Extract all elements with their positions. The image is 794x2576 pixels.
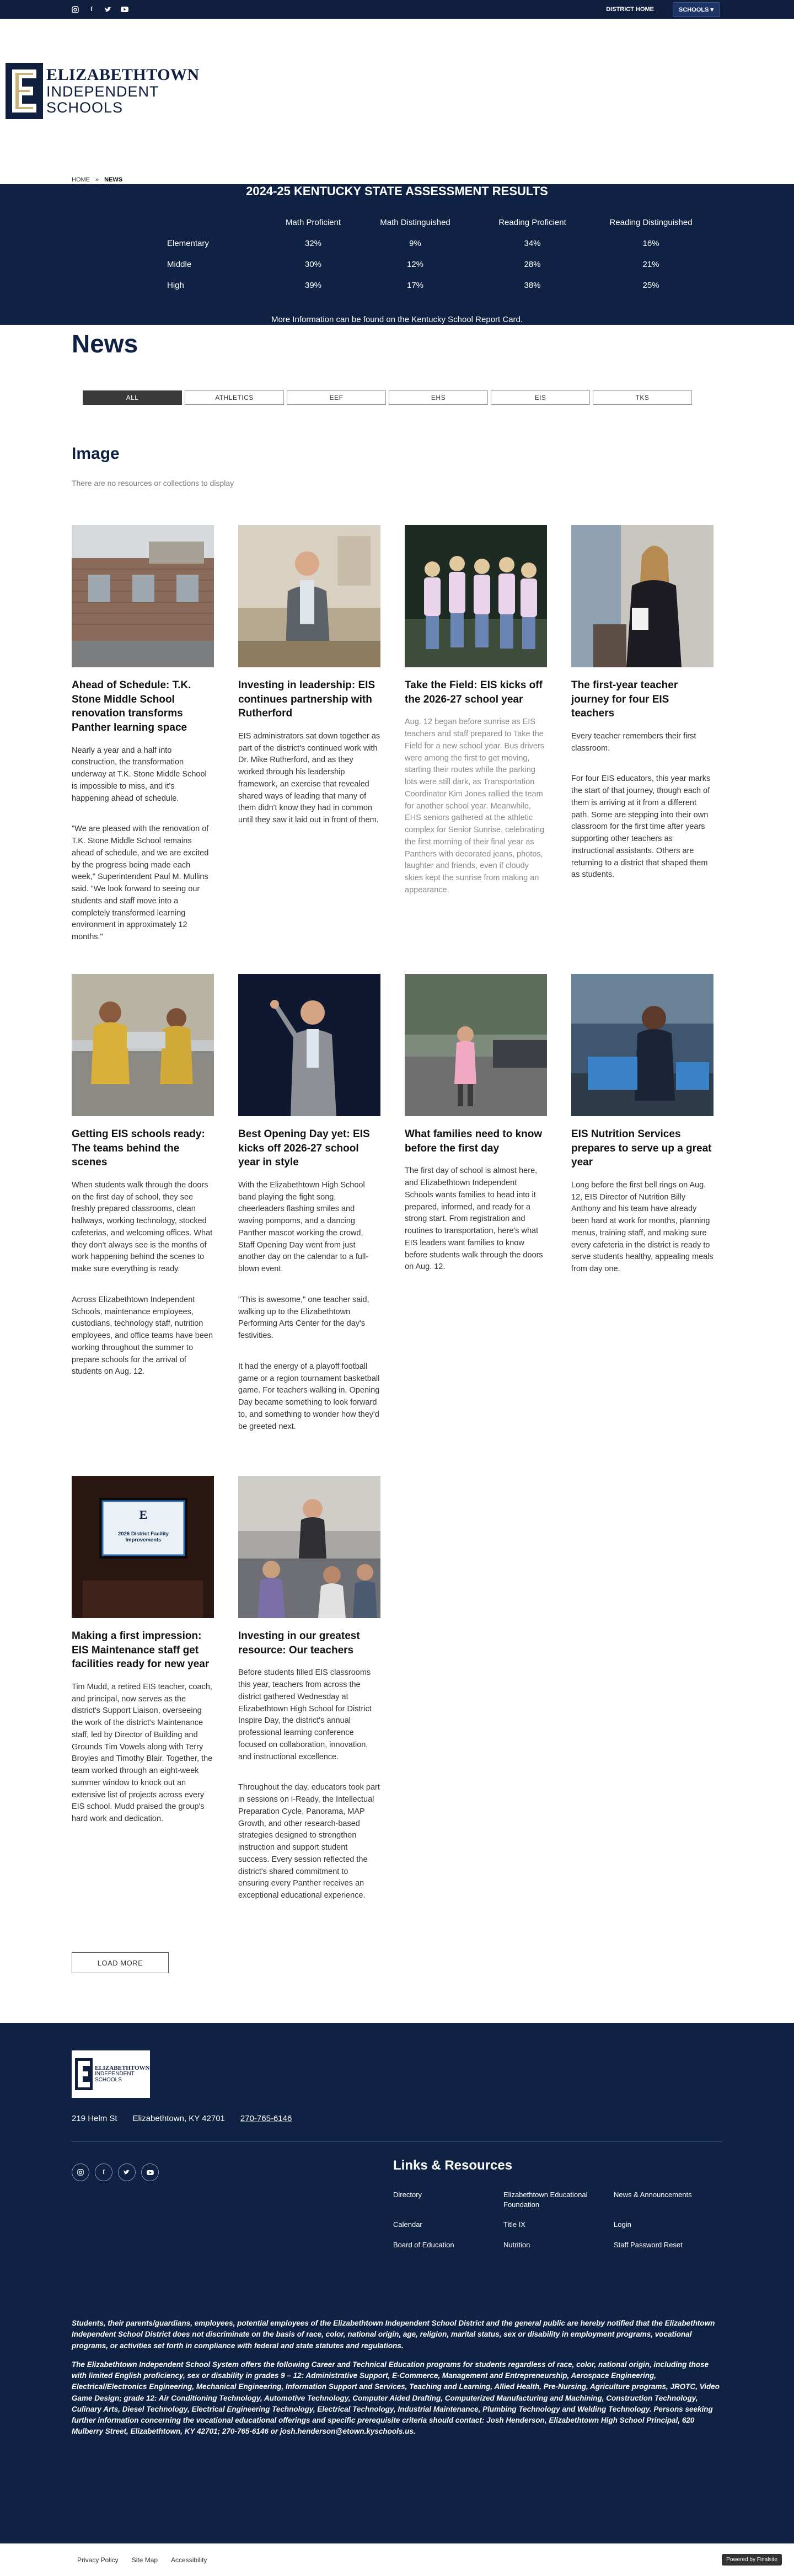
card-image[interactable] — [238, 974, 380, 1116]
footer-link-news[interactable]: News & Announcements — [614, 2191, 692, 2199]
card-excerpt: Aug. 12 began before sunrise as EIS teachers and staff prepared to Take the Field for a new school year. Bus drivers were among the first to get moving, starting their routes while the parking lots were still dark, as Transportation Coordinator Kim Jones rallied the team for another school year. Meanwhile, EHS seniors gathered at the athletic complex for Senior Sunrise, celebrating the first morning of their final year as Panthers with decorated jeans, photos, laughter and friends, even if cloudy skies kept the sunrise from making an appearance. — [405, 717, 545, 895]
news-card — [405, 974, 547, 1273]
news-card — [72, 974, 214, 1378]
table-row — [167, 254, 710, 275]
filter-eef[interactable]: EEF — [287, 390, 386, 405]
news-card — [405, 525, 547, 897]
street-address: 219 Helm St — [72, 2114, 117, 2123]
footer-logo-text — [95, 2065, 149, 2084]
card-title[interactable]: Investing in leadership: EIS continues partnership with Rutherford — [238, 679, 375, 720]
twitter-icon[interactable] — [118, 2163, 136, 2181]
card-excerpt: With the Elizabethtown High School band playing the fight song, cheerleaders flashing smiles and waving pompoms, and a dancing Panther mascot working the crowd, Staff Opening Day went from just another day on the calendar to a full-blown event. — [238, 1180, 369, 1274]
nondiscrimination-notice — [72, 2318, 722, 2438]
card-image[interactable] — [571, 974, 713, 1116]
instagram-icon[interactable] — [72, 2163, 89, 2181]
links-resources-heading: Links & Resources — [393, 2158, 513, 2173]
site-footer — [0, 2023, 794, 2543]
news-card — [571, 974, 713, 1276]
accessibility-link[interactable]: Accessibility — [171, 2556, 207, 2564]
table-cell: 32% — [304, 238, 322, 248]
card-image[interactable] — [238, 1476, 380, 1618]
card-image[interactable] — [72, 525, 214, 667]
card-title[interactable]: What families need to know before the first day — [405, 1128, 543, 1154]
instagram-icon[interactable] — [71, 5, 79, 14]
footer-link-board[interactable]: Board of Education — [393, 2240, 454, 2249]
card-title[interactable]: Investing in our greatest resource: Our teachers — [238, 1630, 360, 1656]
page-title: News — [72, 329, 138, 358]
table-cell: 34% — [524, 238, 541, 248]
table-cell: 12% — [406, 259, 424, 269]
top-social-links — [71, 5, 129, 14]
logo-e-mark — [6, 63, 43, 119]
footer-link-foundation[interactable]: Elizabethtown Educational Foundation — [503, 2191, 588, 2209]
table-cell: 28% — [524, 259, 541, 269]
footer-logo-line-1: ELIZABETHTOWN — [95, 2064, 150, 2071]
card-excerpt: Across Elizabethtown Independent Schools, maintenance employees, custodians, technology staff, nutrition employees, and office teams have been working throughout the summer to prepare schools for the arrival of students on Aug. 12. — [72, 1295, 213, 1377]
logo-line-2: INDEPENDENT — [46, 83, 159, 100]
row-label: High — [167, 280, 184, 290]
card-excerpt: Before students filled EIS classrooms this year, teachers from across the district gathered Wednesday at Elizabethtown High School for District Inspire Day, the district's annual professional learning conference focused on collaboration, innovation, and instructional excellence. — [238, 1668, 372, 1761]
logo-text — [46, 67, 200, 115]
footer-link-calendar[interactable]: Calendar — [393, 2220, 422, 2229]
logo-line-1: ELIZABETHTOWN — [46, 66, 200, 84]
assessment-header-row — [167, 212, 710, 233]
card-title[interactable]: Making a first impression: EIS Maintenance staff get facilities ready for new year — [72, 1630, 210, 1670]
phone-link[interactable]: 270-765-6146 — [240, 2114, 292, 2123]
load-more-button[interactable]: LOAD MORE — [72, 1952, 169, 1973]
card-title[interactable]: Take the Field: EIS kicks off the 2026-27 school year — [405, 679, 543, 705]
card-excerpt: Nearly a year and a half into construction, the transformation underway at T.K. Stone Middle School is impossible to miss, and it's happening ahead of schedule. — [72, 746, 207, 803]
footer-link-password-reset[interactable]: Staff Password Reset — [614, 2240, 683, 2249]
footer-links — [393, 2190, 724, 2250]
card-title[interactable]: Ahead of Schedule: T.K. Stone Middle School renovation transforms Panther learning space — [72, 679, 191, 733]
powered-by-badge[interactable]: Powered by Finalsite — [722, 2554, 782, 2566]
youtube-icon[interactable] — [120, 5, 129, 14]
card-title[interactable]: EIS Nutrition Services prepares to serve up a great year — [571, 1128, 712, 1169]
table-cell: 16% — [642, 238, 659, 248]
breadcrumb-bar — [0, 143, 794, 184]
district-home-link[interactable]: DISTRICT HOME — [606, 6, 654, 13]
table-row — [167, 275, 710, 296]
footer-divider — [72, 2141, 722, 2142]
filter-athletics[interactable]: ATHLETICS — [185, 390, 284, 405]
card-image[interactable] — [238, 525, 380, 667]
filter-eis[interactable]: EIS — [491, 390, 590, 405]
card-excerpt: Tim Mudd, a retired EIS teacher, coach, and principal, now serves as the district's Support Liaison, overseeing the work of the district's Maintenance staff, led by Director of Building and Grounds Tim Vowels along with Terry Broyles and Timothy Blair. Together, the team worked through an eight-week summer window to knock out an extensive list of projects across every EIS school. Mudd praised the group's hard work and dedication. — [72, 1682, 213, 1824]
card-image[interactable] — [405, 525, 547, 667]
top-bar — [0, 0, 794, 19]
assessment-table — [167, 212, 710, 296]
assessment-results — [0, 184, 794, 325]
privacy-policy-link[interactable]: Privacy Policy — [77, 2556, 119, 2564]
table-cell: 39% — [304, 280, 322, 290]
site-map-link[interactable]: Site Map — [131, 2556, 158, 2564]
footer-logo-line-2: INDEPENDENT — [95, 2071, 135, 2077]
breadcrumb-current: NEWS — [104, 176, 123, 183]
row-label: Middle — [167, 259, 192, 269]
disclaimer-paragraph: The Elizabethtown Independent School System offers the following Career and Technical Education programs for students regardless of race, color, national origin, including those with limited English proficiency, sex or disability in grades 9 – 12: Administrative Support, E-Commerce, Management and Entrepreneurship, Aerospace Engineering, Electrical/Electronics Engineering, Mechanical Engineering, Information Support and Services, Teaching and Learning, Allied Health, Pre-Nursing, Agriculture programs, JROTC, Video Game Design; grade 12: Air Conditioning Technology, Automotive Technology, Computer Aided Drafting, Computerized Manufacturing and Machining, Construction Technology, Culinary Arts, Diesel Technology, Electrical Engineering Technology, Electrical Technology, Industrial Maintenance, Plumbing Technology and Welding Technology. Persons seeking further information concerning the vocational educational offerings and specific prerequisite criteria should contact: Josh Henderson, Elizabethtown High School Principal, 620 Mulberry Street, Elizabethtown, KY 42701; 270-765-6146 or josh.henderson@etown.kyschools.us. — [72, 2360, 720, 2436]
card-excerpt: Long before the first bell rings on Aug. 12, EIS Director of Nutrition Billy Anthony and his team have already been hard at work for months, planning menus, training staff, and making sure every cafeteria in the district is ready to serve students healthy, appealing meals from day one. — [571, 1180, 713, 1274]
card-excerpt: For four EIS educators, this year marks the start of that journey, though each of them is arriving at it from a different path. Some are stepping into their own classroom for the first time after years supporting other teachers as instructional assistants. Others are returning to a district that shaped them as students. — [571, 774, 711, 880]
card-excerpt: When students walk through the doors on the first day of school, they see freshly prepared classrooms, clean hallways, working technology, stocked cafeterias, and welcoming offices. What they don't always see is the months of work happening behind the scenes to make sure everything is ready. — [72, 1180, 213, 1274]
twitter-icon[interactable] — [104, 5, 112, 14]
card-excerpt: "This is awesome," one teacher said, walking up to the Elizabethtown Performing Arts Center for the day's festivities. — [238, 1295, 369, 1341]
table-cell: 30% — [304, 259, 322, 269]
footer-logo[interactable] — [72, 2050, 150, 2098]
youtube-icon[interactable] — [141, 2163, 159, 2181]
slide-title: 2026 District Facility Improvements — [118, 1531, 169, 1544]
assessment-title: 2024-25 KENTUCKY STATE ASSESSMENT RESULTS — [246, 184, 548, 198]
news-card — [238, 1476, 380, 1902]
card-title[interactable]: Getting EIS schools ready: The teams behind the scenes — [72, 1128, 205, 1169]
card-excerpt: EIS administrators sat down together as part of the district's continued work with Dr. Mike Rutherford, and as they worked through his leadership framework, an exercise that revealed shared ways of leading that many of them didn't know they had in common until they saw it laid out in front of them. — [238, 731, 380, 825]
card-excerpt: Every teacher remembers their first classroom. — [571, 731, 696, 753]
bottom-bar — [0, 2543, 794, 2576]
footer-social-links — [72, 2163, 159, 2181]
report-card-link[interactable]: More Information can be found on the Kentucky School Report Card. — [271, 315, 523, 324]
card-excerpt: The first day of school is almost here, and Elizabethtown Independent Schools wants families to head into it prepared, informed, and ready for a strong start. From registration and routines to transportation, here's what EIS leaders want families to know before students walk through the doors on Aug. 12. — [405, 1166, 543, 1272]
news-card — [238, 974, 380, 1433]
breadcrumb-home[interactable]: HOME — [72, 176, 90, 183]
table-cell: 25% — [642, 280, 659, 290]
table-cell: 9% — [409, 238, 421, 248]
image-section-heading: Image — [72, 444, 120, 463]
card-image[interactable] — [72, 974, 214, 1116]
facebook-icon[interactable]: f — [90, 6, 93, 13]
row-label: Elementary — [167, 238, 209, 248]
table-cell: 21% — [642, 259, 659, 269]
card-image[interactable] — [571, 525, 713, 667]
breadcrumb — [72, 176, 122, 183]
bottom-links — [77, 2556, 207, 2564]
disclaimer-paragraph: Students, their parents/guardians, employees, potential employees of the Elizabethtown Independent School District and the general public are hereby notified that the Elizabethtown Independent School District does not discriminate on the basis of race, color, national origin, age, religion, marital status, sex or disability in employment programs, vocational programs, or activities set forth in compliance with federal and state statutes and regulations. — [72, 2319, 715, 2350]
site-header — [0, 19, 794, 143]
column-header: Reading Distinguished — [609, 217, 693, 227]
footer-link-title-ix[interactable]: Title IX — [503, 2220, 525, 2229]
table-cell: 38% — [524, 280, 541, 290]
filter-tks[interactable]: TKS — [593, 390, 692, 405]
footer-link-directory[interactable]: Directory — [393, 2191, 422, 2199]
card-image[interactable] — [405, 974, 547, 1116]
footer-logo-e-mark — [75, 2058, 93, 2090]
logo-line-3: SCHOOLS — [46, 99, 124, 116]
footer-link-nutrition[interactable]: Nutrition — [503, 2240, 530, 2249]
card-title[interactable]: The first-year teacher journey for four EIS teachers — [571, 679, 678, 720]
card-excerpt: It had the energy of a playoff football game or a region tournament basketball game. For teachers walking in, Opening Day became something to look forward to, and something to wonder how they'd be greeted next. — [238, 1362, 380, 1431]
filter-ehs[interactable]: EHS — [389, 390, 488, 405]
city-state-zip: Elizabethtown, KY 42701 — [132, 2114, 225, 2123]
breadcrumb-separator: » — [95, 176, 99, 183]
card-excerpt: Throughout the day, educators took part in sessions on i-Ready, the Intellectual Preparation Cycle, Panorama, MAP Growth, and other research-based strategies designed to strengthen instruction and support student success. Every session reflected the district's shared commitment to ensuring every Panther receives an exceptional educational experience. — [238, 1783, 380, 1900]
svg-text:E: E — [139, 1508, 148, 1522]
schools-dropdown[interactable]: SCHOOLS ▾ — [673, 2, 720, 17]
column-header: Reading Proficient — [498, 217, 566, 227]
news-card — [72, 525, 214, 944]
column-header: Math Distinguished — [380, 217, 450, 227]
footer-link-login[interactable]: Login — [614, 2220, 631, 2229]
table-row — [167, 233, 710, 254]
district-logo[interactable] — [6, 63, 200, 119]
column-header: Math Proficient — [285, 217, 341, 227]
footer-address — [72, 2114, 292, 2123]
news-filters — [83, 390, 692, 405]
facebook-icon[interactable]: f — [95, 2163, 112, 2181]
card-title[interactable]: Best Opening Day yet: EIS kicks off 2026-27 school year in style — [238, 1128, 370, 1169]
news-card — [238, 525, 380, 827]
filter-all[interactable]: ALL — [83, 390, 182, 405]
news-card — [72, 1476, 214, 1825]
footer-logo-line-3: SCHOOLS — [95, 2076, 122, 2083]
no-resources-message: There are no resources or collections to display — [72, 479, 234, 488]
card-image[interactable] — [72, 1476, 214, 1618]
table-cell: 17% — [406, 280, 424, 290]
news-card — [571, 525, 713, 881]
top-links — [600, 2, 720, 17]
card-excerpt: "We are pleased with the renovation of T.K. Stone Middle School remains ahead of schedule, and we are excited by the progress being made each week," Superintendent Paul M. Mullins said. "We look forward to seeing our students and staff move into a completely transformed learning environment in approximately 12 months." — [72, 824, 209, 942]
